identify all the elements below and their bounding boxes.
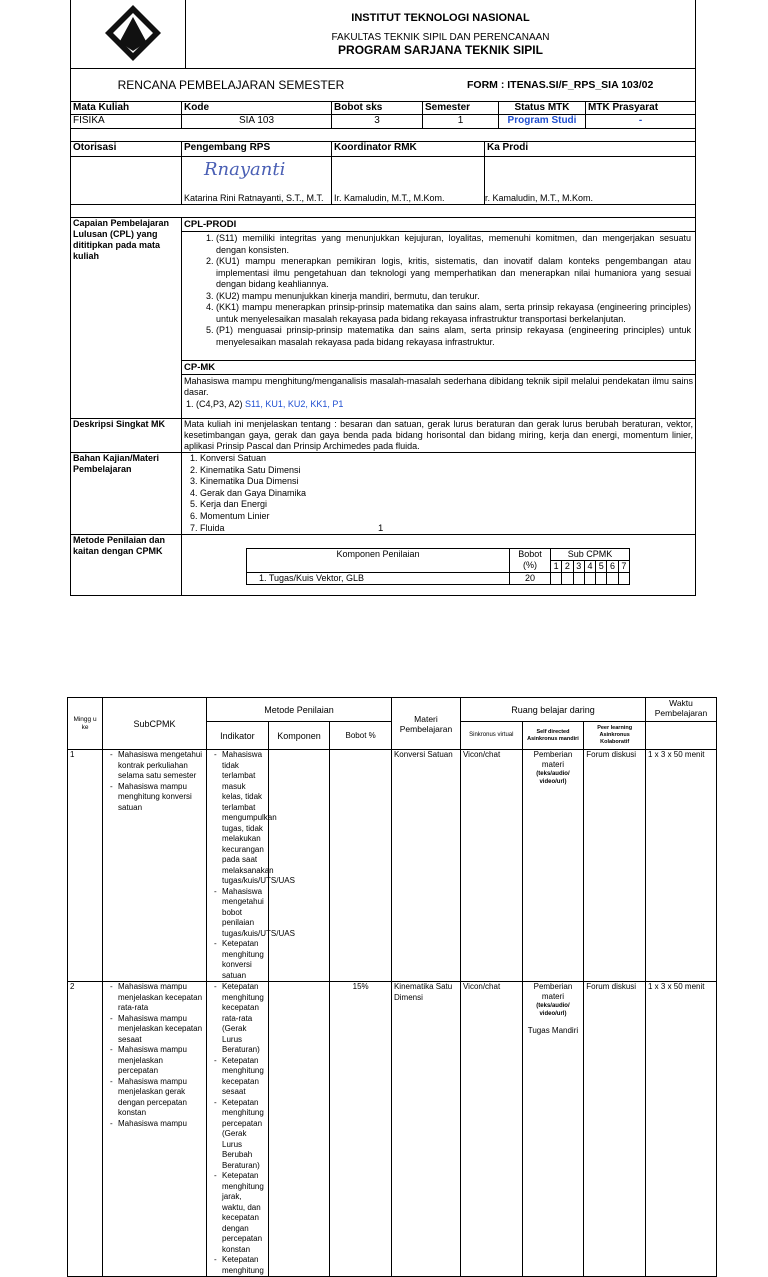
- assessment-sub-header: Sub CPMK: [551, 549, 630, 561]
- material-item: 5. Kerja dan Energi: [200, 499, 693, 511]
- document-title: RENCANA PEMBELAJARAN SEMESTER: [117, 77, 345, 92]
- component-header: Komponen: [268, 722, 330, 750]
- course-code: SIA 103: [182, 115, 332, 129]
- list-item: - Ketepatan menghitung: [217, 1255, 266, 1276]
- description-label: Deskripsi Singkat MK: [71, 419, 182, 453]
- program-name: PROGRAM SARJANA TEKNIK SIPIL: [338, 43, 543, 57]
- institute-name: INSTITUT TEKNOLOGI NASIONAL: [351, 12, 530, 24]
- table-row: [68, 750, 717, 982]
- peer-header: Peer learning Asinkronus Kolaboratif: [584, 722, 646, 750]
- cpl-list: [182, 233, 695, 348]
- list-item: - Mahasiswa mampu menjelaskan kecepatan sesaat: [113, 1014, 204, 1046]
- signature: Rnayanti: [204, 159, 286, 180]
- course-header-name: Mata Kuliah: [71, 102, 182, 115]
- cpmk-codes: S11, KU1, KU2, KK1, P1: [245, 399, 344, 409]
- cpl-item: 1. (S11) memiliki integritas yang menunjukkan kejujuran, loyalitas, memenuhi komitmen, dan mengerjakan sesuatu dengan konsisten.: [216, 233, 691, 256]
- cpl-item: 5. (P1) menguasai prinsip-prinsip matematika dan sains alam, serta prinsip rekayasa (engineering principles) untuk menyelesaikan masalah rekayasa pada bidang rekayasa infrastruktur.: [216, 325, 691, 348]
- method-header: Metode Penilaian: [207, 698, 392, 722]
- list-item: - Mahasiswa mampu menjelaskan kecepatan rata-rata: [113, 982, 204, 1014]
- course-header-status: Status MTK: [499, 102, 586, 115]
- assessment-content: [182, 535, 696, 596]
- cpl-item: 3. (KU2) mampu menunjukkan kinerja mandiri, bermutu, dan terukur.: [216, 291, 691, 303]
- course-header-code: Kode: [182, 102, 332, 115]
- developer-label: Pengembang RPS: [182, 142, 332, 157]
- institution-header: [70, 0, 696, 102]
- material-item: 2. Kinematika Satu Dimensi: [200, 465, 693, 477]
- course-info-table: [70, 101, 696, 129]
- sync-cell: Vicon/chat: [460, 982, 522, 1277]
- head-label: Ka Prodi: [485, 142, 696, 157]
- list-item: - Ketepatan menghitung jarak, waktu, dan kecepatan dengan percepatan konstan: [217, 1171, 266, 1255]
- sub-number: 4: [584, 561, 595, 573]
- indicator-header: Indikator: [207, 722, 269, 750]
- self-header: Self directed Asinkronus mandiri: [522, 722, 584, 750]
- component-cell: [268, 982, 330, 1277]
- material-cell: Konversi Satuan: [391, 750, 460, 982]
- course-semester: 1: [423, 115, 499, 129]
- head-name: r. Kamaludin, M.T., M.Kom.: [485, 193, 594, 203]
- assessment-component-header: Komponen Penilaian: [247, 549, 510, 573]
- weekly-plan-page: [67, 697, 717, 1275]
- material-item: 4. Gerak dan Gaya Dinamika: [200, 488, 693, 500]
- assessment-table: [246, 548, 630, 585]
- sub-number: 3: [573, 561, 584, 573]
- assessment-weight-header: Bobot (%): [510, 549, 551, 573]
- time-cell: 1 x 3 x 50 menit: [646, 750, 717, 982]
- material-item: 1. Konversi Satuan: [200, 453, 693, 465]
- week-header: Mingg u ke: [68, 698, 103, 750]
- sub-number: 2: [562, 561, 573, 573]
- sub-number: 7: [618, 561, 629, 573]
- assessment-row-weight: 20: [510, 573, 551, 585]
- cpmk-title: CP-MK: [182, 360, 695, 375]
- material-item: 6. Momentum Linier: [200, 511, 693, 523]
- indicator-list: [209, 750, 295, 981]
- institution-titles: [186, 0, 696, 68]
- page-number: 1: [378, 523, 384, 534]
- weight-header: Bobot %: [330, 722, 392, 750]
- developer-signature-cell: [182, 157, 332, 205]
- peer-cell: Forum diskusi: [584, 982, 646, 1277]
- self-subtext: (teks/audio/ video/url): [536, 771, 570, 785]
- course-name: FISIKA: [71, 115, 182, 129]
- cpl-content: [182, 218, 696, 419]
- list-item: - Mahasiswa mampu: [113, 1119, 204, 1130]
- self-cell: [522, 750, 584, 982]
- course-status: Program Studi: [499, 115, 586, 129]
- description-text: Mata kuliah ini menjelaskan tentang : besaran dan satuan, gerak lurus beraturan dan gerak lurus berubah beraturan, vektor, kesetimbangan gaya, gerak dan gaya benda pada bidang horisontal dan bidang miring, kerja dan energi, momentum linier, aplikasi Prinsip Pascal dan Prinsip Archimedes pada fluida.: [182, 419, 696, 453]
- logo-cell: [71, 0, 186, 68]
- sync-header: Sinkronus virtual: [460, 722, 522, 750]
- course-header-credits: Bobot sks: [332, 102, 423, 115]
- faculty-name: FAKULTAS TEKNIK SIPIL DAN PERENCANAAN: [331, 32, 550, 43]
- subcpmk-list: [105, 750, 204, 813]
- list-item: - Ketepatan menghitung kecepatan rata-rata (Gerak Lurus Beraturan): [217, 982, 266, 1056]
- course-prerequisite: -: [586, 115, 696, 129]
- coordinator-name: Ir. Kamaludin, M.T., M.Kom.: [334, 193, 445, 203]
- coordinator-label: Koordinator RMK: [332, 142, 485, 157]
- cpl-prodi-title: CPL-PRODI: [182, 218, 695, 232]
- authorization-label: Otorisasi: [71, 142, 182, 157]
- assessment-row-text: 1. Tugas/Kuis Vektor, GLB: [247, 573, 510, 585]
- material-item: 3. Kinematika Dua Dimensi: [200, 476, 693, 488]
- materials-label: Bahan Kajian/Materi Pembelajaran: [71, 453, 182, 535]
- cpmk-item: 1. (C4,P3, A2) S11, KU1, KU2, KK1, P1: [186, 399, 344, 409]
- list-item: - Mahasiswa tidak terlambat masuk kelas, tidak terlambat mengumpulkan tugas, tidak melakukan kecurangan pada saat melaksanakan tugas/kuis/UTS/UAS: [217, 750, 266, 887]
- authorization-table: [70, 141, 696, 205]
- component-cell: [268, 750, 330, 982]
- cpl-item: 4. (KK1) mampu menerapkan prinsip-prinsip matematika dan sains alam, serta prinsip rekayasa (engineering principles) untuk menyelesaikan masalah rekayasa pada bidang rekayasa infrastruktur transportasi berkelanjutan.: [216, 302, 691, 325]
- self-subtext: (teks/audio/ video/url): [536, 1003, 570, 1017]
- time-header: Waktu Pembelajaran: [646, 698, 717, 722]
- material-cell: Kinematika Satu Dimensi: [391, 982, 460, 1277]
- materials-content: [182, 453, 696, 535]
- sync-cell: Vicon/chat: [460, 750, 522, 982]
- sub-number: 1: [551, 561, 562, 573]
- weight-cell: 15%: [330, 982, 392, 1277]
- list-item: - Mahasiswa mampu menghitung konversi satuan: [113, 782, 204, 814]
- subcpmk-header: SubCPMK: [103, 698, 207, 750]
- course-header-prerequisite: MTK Prasyarat: [586, 102, 696, 115]
- online-header: Ruang belajar daring: [460, 698, 645, 722]
- cpmk-text: Mahasiswa mampu menghitung/menganalisis masalah-masalah sederhana dibidang teknik sipil melalui pendekatan ilmu sains dasar.: [184, 376, 693, 397]
- course-header-semester: Semester: [423, 102, 499, 115]
- self-extra: Tugas Mandiri: [527, 1026, 579, 1035]
- subcpmk-list: [105, 982, 204, 1129]
- document-title-row: [71, 68, 696, 101]
- rps-page-one: [70, 0, 696, 593]
- sub-number: 6: [607, 561, 618, 573]
- week-number: 1: [68, 750, 103, 982]
- itenas-logo-icon: [103, 3, 163, 63]
- materials-list: [184, 453, 693, 534]
- cpl-item: 2. (KU1) mampu menerapkan pemikiran logis, kritis, sistematis, dan inovatif dalam konteks pengembangan atau implementasi ilmu pengetahuan dan teknologi yang memperhatikan dan menerapkan nilai humaniora yang sesuai dengan bidang keahliannya.: [216, 256, 691, 291]
- material-item: 7. Fluida: [200, 523, 693, 535]
- developer-name: Katarina Rini Ratnayanti, S.T., M.T.: [184, 193, 324, 203]
- time-cell: 1 x 3 x 50 menit: [646, 982, 717, 1277]
- self-text: Pemberian materi: [533, 750, 573, 769]
- form-code: FORM : ITENAS.SI/F_RPS_SIA 103/02: [467, 78, 654, 91]
- course-credits: 3: [332, 115, 423, 129]
- list-item: - Ketepatan menghitung konversi satuan: [217, 939, 266, 981]
- assessment-label: Metode Penilaian dan kaitan dengan CPMK: [71, 535, 182, 596]
- table-row: [68, 982, 717, 1277]
- weight-cell: [330, 750, 392, 982]
- peer-cell: Forum diskusi: [584, 750, 646, 982]
- learning-outcomes-table: [70, 217, 696, 596]
- weekly-plan-table: [67, 697, 717, 1277]
- indicator-list: [209, 982, 266, 1276]
- list-item: - Ketepatan menghitung kecepatan sesaat: [217, 1056, 266, 1098]
- material-header: Materi Pembelajaran: [391, 698, 460, 750]
- list-item: - Mahasiswa mampu menjelaskan gerak dengan percepatan konstan: [113, 1077, 204, 1119]
- week-number: 2: [68, 982, 103, 1277]
- list-item: - Mahasiswa mampu menjelaskan percepatan: [113, 1045, 204, 1077]
- list-item: - Ketepatan menghitung percepatan (Gerak Lurus Berubah Beraturan): [217, 1098, 266, 1172]
- sub-number: 5: [596, 561, 607, 573]
- self-text: Pemberian materi: [533, 982, 573, 1001]
- list-item: - Mahasiswa mengetahui bobot penilaian tugas/kuis/UTS/UAS: [217, 887, 266, 940]
- cpl-label: Capaian Pembelajaran Lulusan (CPL) yang dititipkan pada mata kuliah: [71, 218, 182, 419]
- list-item: - Mahasiswa mengetahui kontrak perkuliahan selama satu semester: [113, 750, 204, 782]
- self-cell: [522, 982, 584, 1277]
